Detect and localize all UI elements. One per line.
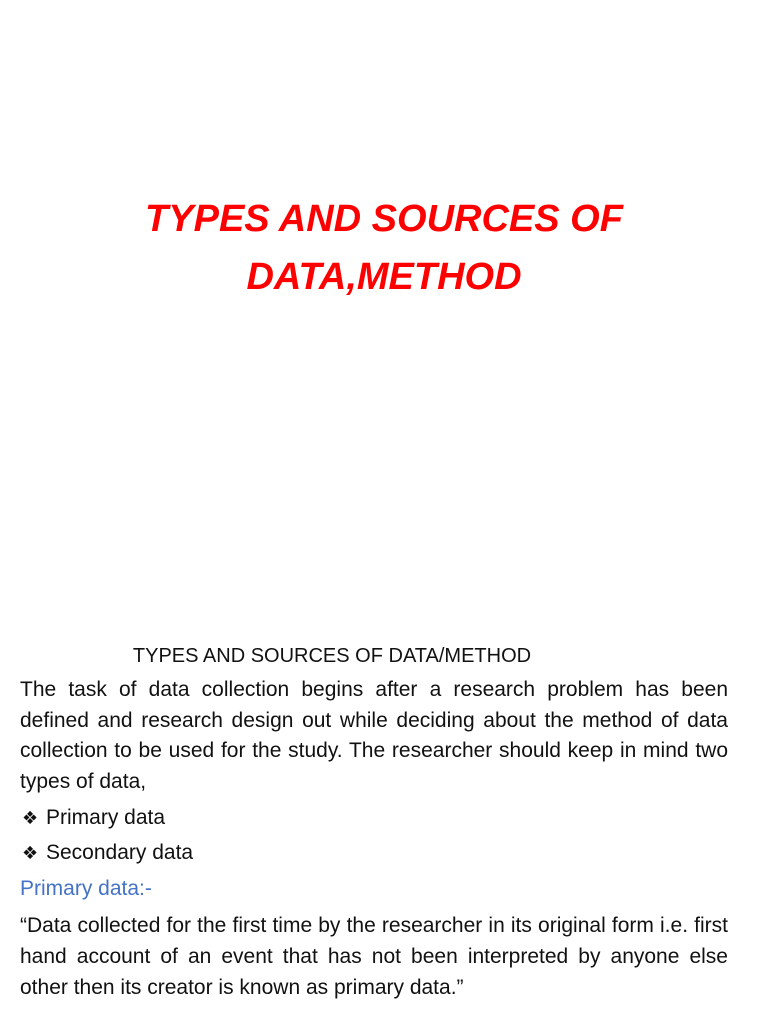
slide-title-line-2: DATA,METHOD: [246, 256, 522, 298]
bullet-label: Primary data: [46, 806, 166, 829]
intro-paragraph: The task of data collection begins after a research problem has been defined and research design out while deciding about the method of data collection to be used for the study. The researcher should keep in mind two types of data,: [20, 678, 728, 793]
bullet-item-secondary: [22, 840, 193, 866]
diamond-bullet-icon: ❖: [22, 843, 39, 863]
bullet-label: Secondary data: [46, 841, 194, 864]
primary-data-subheading: Primary data:-: [20, 877, 152, 900]
bullet-item-primary: [22, 805, 165, 831]
slide-title-line-1: TYPES AND SOURCES OF: [145, 198, 623, 240]
section-heading: TYPES AND SOURCES OF DATA/METHOD: [132, 645, 532, 667]
diamond-bullet-icon: ❖: [22, 808, 39, 828]
slide-title: [0, 190, 768, 306]
primary-data-definition: “Data collected for the first time by the researcher in its original form i.e. first hand account of an event that has not been interpreted by anyone else other then its creator is known as primary data.”: [20, 914, 728, 999]
